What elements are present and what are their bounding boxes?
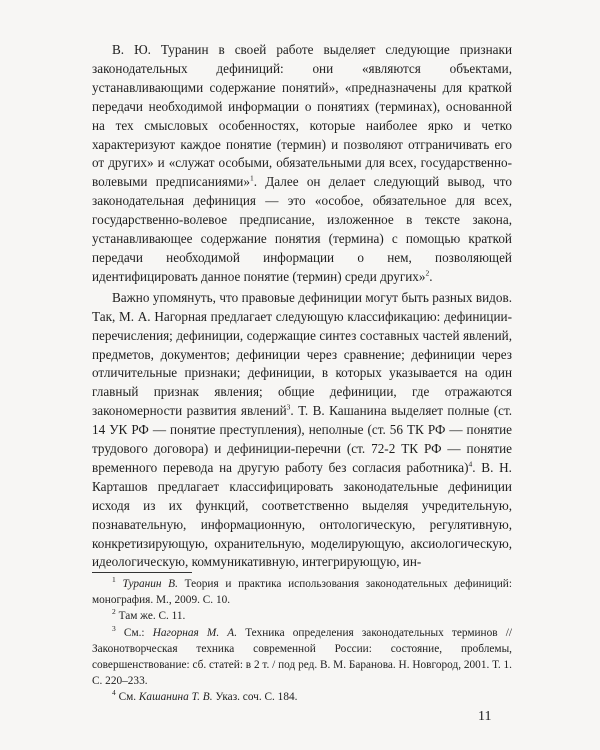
footnote-author: Нагорная М. А. (152, 626, 238, 639)
footnote-ref-3[interactable]: 3 (286, 402, 291, 412)
footnote-number: 4 (112, 688, 116, 698)
footnote-3 (92, 625, 512, 690)
footnote-1 (92, 576, 512, 608)
paragraph-1-text-b: . Далее он делает следующий вывод, что законодательная дефиниция — это «особое, обязательное для всех, государственно-волевое предписание, изложенное в тексте закона, устанавливающее содержание понятия (термина) с помощью краткой передачи необходимой информации о нем, позволяющей идентифицировать данное понятие (термин) среди других» (92, 174, 512, 284)
footnote-author: Туранин В. (122, 578, 178, 590)
paragraph-2-text-b: . Т. В. Кашанина выделяет полные (ст. 14 УК РФ — понятие преступления), неполные (ст. 56 ТК РФ — понятие трудового договора) и дефиниции-перечни (ст. 72-2 ТК РФ — понятие временного перевода на другую работу без согласия работника) (92, 403, 513, 475)
footnote-author: Кашанина Т. В. (138, 691, 213, 704)
footnote-number: 1 (112, 575, 116, 585)
main-text (92, 41, 512, 572)
footnote-ref-4[interactable]: 4 (468, 459, 473, 469)
paragraph-2-text-c: . В. Н. Карташов предлагает классифицировать законодательные дефиниции исходя из их функций, соответственно выделяя учредительную, познавательную, информационную, онтологическую, регулятивную, конкретизирующую, охранительную, моделирующую, аксиологическую, идеологическую, коммуникативную, интегрирующую, ин- (92, 459, 512, 570)
paragraph-1 (92, 41, 512, 287)
footnote-prefix: См. (115, 691, 139, 704)
page-number: 11 (478, 709, 492, 724)
footnote-prefix: См.: (115, 626, 153, 639)
footnote-text: Техника определения законодательных терминов // Законотворческая техника современной России: состояние, проблемы, совершенствование: сб. статей: в 2 т. / под ред. В. М. Баранова. Н. Новгород, 2001. Т. 1. С. 220–233. (92, 626, 513, 688)
footnote-separator (92, 572, 192, 573)
paragraph-1-text-c: . (429, 268, 433, 284)
footnote-text: Указ. соч. С. 184. (212, 691, 298, 704)
footnote-text: Там же. С. 11. (115, 610, 186, 623)
footnote-2 (92, 608, 512, 624)
footnotes (92, 576, 512, 706)
footnote-number: 2 (112, 607, 116, 617)
paragraph-2 (92, 289, 512, 573)
paragraph-1-text-a: В. Ю. Туранин в своей работе выделяет следующие признаки законодательных дефиниций: они «являются объектами, устанавливающими содержание понятий», «предназначены для краткой передачи необходимой информации о понятиях (терминах), основанной на тех смысловых особенностях, которые наиболее ярко и четко характеризуют каждое понятие (термин) и позволяют отграничивать его от других» и «служат особыми, обязательными для всех, государственно-волевыми предписаниями» (92, 42, 512, 190)
footnote-ref-2[interactable]: 2 (425, 268, 430, 278)
paragraph-2-text-a: Важно упомянуть, что правовые дефиниции могут быть разных видов. Так, М. А. Нагорная предлагает следующую классификацию: дефиниции-перечисления; дефиниции, содержащие синтез составных частей явлений, предметов, документов; дефиниции через сравнение; дефиниции через отличительные признаки; дефиниции, в которых указывается на один главный признак явления; общие дефиниции, где отражаются закономерности развития явлений (92, 289, 512, 419)
footnote-ref-1[interactable]: 1 (249, 173, 254, 183)
footnote-4 (92, 689, 512, 705)
footnote-number: 3 (112, 623, 116, 633)
footnote-text: Теория и практика использования законодательных дефиниций: монография. М., 2009. С. 10. (92, 578, 512, 607)
